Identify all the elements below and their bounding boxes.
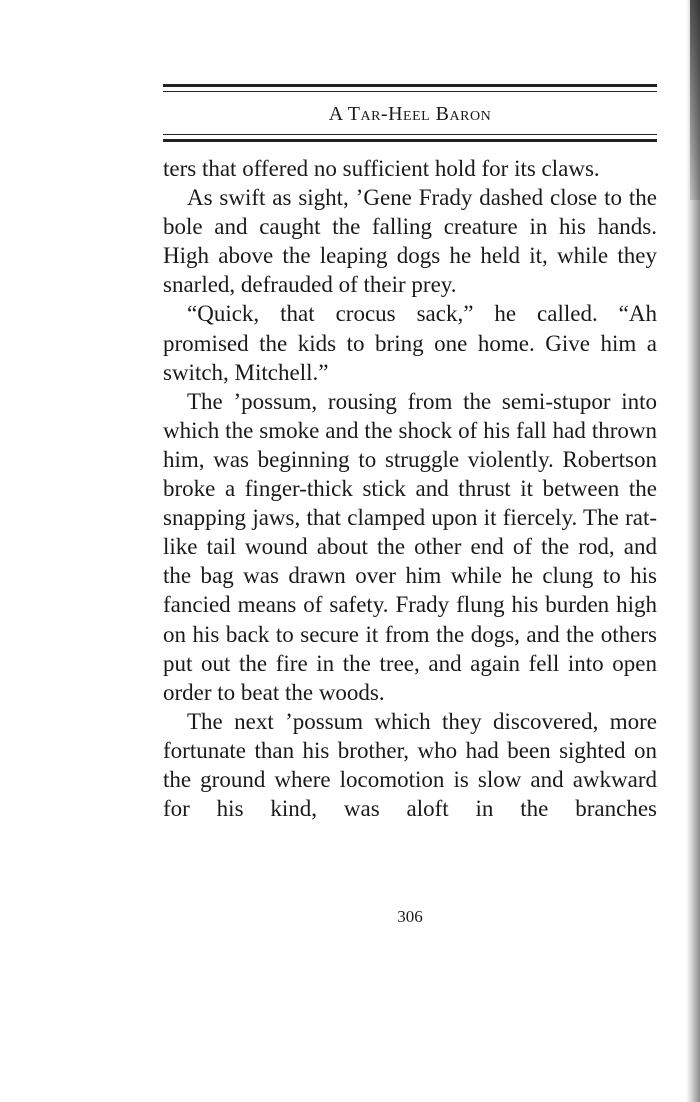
paragraph-4: The ’possum, rousing from the semi-stupor into which the smoke and the shock of his fall had thrown him, was beginning to struggle violently. Robertson broke a finger-thick stick and thrust it between the snapping jaws, that clamped upon it fiercely. The rat-like tail wound about the other end of the rod, and the bag was drawn over him while he clung to his fancied means of safety. Frady flung his burden high on his back to secure it from the dogs, and the others put out the fire in the tree, and again fell into open order to beat the woods.	[163, 388, 657, 705]
paragraph-1: ters that offered no sufficient hold for its claws.	[163, 156, 600, 181]
paragraph-3: “Quick, that crocus sack,” he called. “Ah promised the kids to bring one home. Give him a switch, Mitchell.”	[163, 301, 657, 385]
body-text	[163, 154, 657, 823]
running-title: A Tar-Heel Baron	[328, 103, 492, 125]
header-rule-top-thick	[163, 84, 657, 87]
binding-edge-top-shadow	[690, 0, 700, 200]
header-rule-top-thin	[163, 91, 657, 92]
page-number: 306	[397, 907, 423, 926]
header-rule-bottom-thin	[163, 134, 657, 135]
paragraph-5: The next ’possum which they discovered, more fortunate than his brother, who had been sighted on the ground where locomotion is slow and awkward for his kind, was aloft in the branches	[163, 708, 657, 822]
header-rule-bottom-thick	[163, 139, 657, 142]
paragraph-2: As swift as sight, ’Gene Frady dashed close to the bole and caught the falling creature in his hands. High above the leaping dogs he held it, while they snarled, defrauded of their prey.	[163, 185, 657, 298]
